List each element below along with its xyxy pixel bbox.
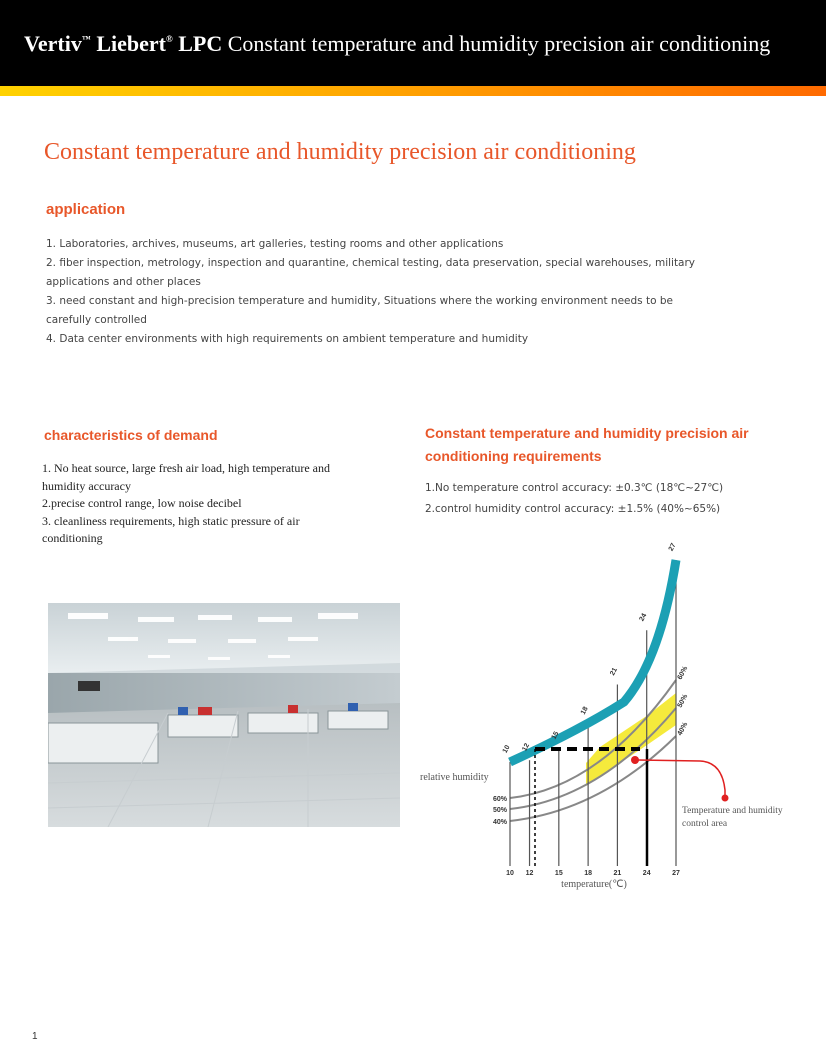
laboratory-illustration [48,603,400,827]
characteristics-list [42,460,352,548]
callout-line [638,760,725,796]
list-item: 1.No temperature control accuracy: ±0.3℃ (18℃~27℃) [425,482,724,494]
callout-end-dot [722,795,729,802]
humidity-line-label: 50% [676,693,690,709]
x-tick-label: 15 [554,870,563,877]
list-item: 2.control humidity control accuracy: ±1.5% (40%~65%) [425,503,721,515]
curve-temperature-label: 21 [609,666,620,677]
y-axis-label: relative humidity [420,772,489,783]
list-item: 2.precise control range, low noise decibel [42,496,242,510]
x-tick-label: 27 [672,870,680,877]
x-tick-label: 10 [506,870,514,877]
list-item: 3. need constant and high-precision temperature and humidity, Situations where the working environment needs to be carefully controlled [46,295,673,326]
y-tick-label: 40% [492,819,507,826]
application-list [46,235,706,349]
laboratory-photo [48,603,400,827]
page-number: 1 [32,1031,38,1042]
list-item: 4. Data center environments with high requirements on ambient temperature and humidity [46,333,529,345]
header-bar [0,0,826,86]
x-tick-label: 24 [642,870,651,877]
list-item: 3. cleanliness requirements, high static pressure of air conditioning [42,513,300,545]
brand-name: Vertiv™ Liebert® LPC [24,31,223,56]
y-tick-label: 50% [492,807,507,814]
header-accent-stripe [0,86,826,96]
curve-temperature-label: 15 [550,730,561,741]
callout-dot [631,756,639,764]
header-subtitle: Constant temperature and humidity precision air conditioning [227,31,771,56]
y-tick-label: 60% [492,796,507,803]
list-item: 1. No heat source, large fresh air load, high temperature and humidity accuracy [42,461,330,493]
curve-temperature-label: 27 [667,542,678,553]
humidity-line-label: 40% [676,721,690,737]
requirements-list [425,478,723,520]
list-item: 1. Laboratories, archives, museums, art galleries, testing rooms and other applications [46,238,504,250]
control-area [586,693,676,786]
curve-temperature-label: 18 [579,705,590,716]
characteristics-heading: characteristics of demand [44,427,218,443]
x-tick-label: 21 [613,870,622,877]
chart-annotation: Temperature and humidity control area [682,806,783,829]
x-axis-label: temperature(℃) [561,879,627,890]
list-item: 2. fiber inspection, metrology, inspection and quarantine, chemical testing, data preservation, special warehouses, military applications and other places [46,257,696,288]
humidity-line-label: 60% [676,665,690,681]
curve-temperature-label: 12 [521,742,532,753]
requirements-heading: Constant temperature and humidity precision air conditioning requirements [425,425,749,464]
page-title: Constant temperature and humidity precision air conditioning [44,139,636,165]
curve-temperature-label: 10 [501,744,512,755]
curve-temperature-label: 24 [638,612,649,623]
x-tick-label: 12 [525,870,534,877]
humidity-chart [400,540,826,900]
header-title [24,31,770,57]
x-tick-label: 18 [584,870,593,877]
application-heading: application [46,201,126,218]
